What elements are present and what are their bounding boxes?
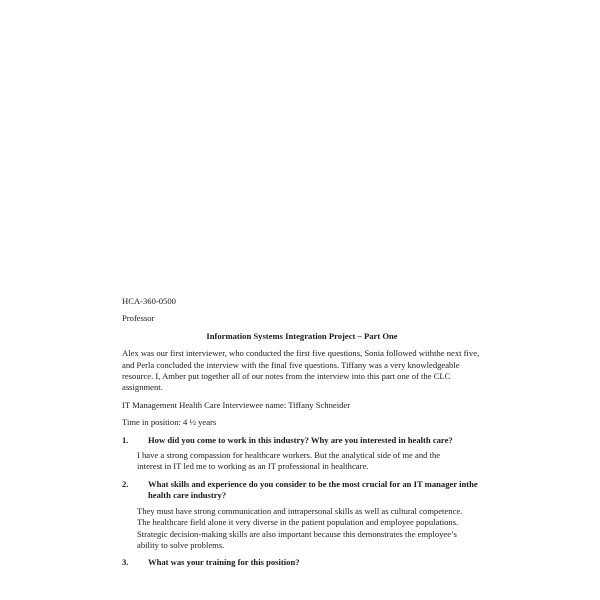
question-text: What skills and experience do you consider to be the most crucial for an IT manager inthe health care industry? <box>148 478 478 501</box>
question-number: 1. <box>122 434 129 445</box>
document-title: Information Systems Integration Project – Part One <box>206 330 398 341</box>
time-in-position: Time in position: 4 ½ years <box>122 417 217 428</box>
answer-1: I have a strong compassion for healthcare workers. But the analytical side of me and the interest in IT led me to working as an IT professional in healthcare. <box>137 450 441 472</box>
answer-2: They must have strong communication and intrapersonal skills as well as cultural competence. The healthcare field alone it very diverse in the patient population and employee populations. Strategic decision-making skills are also important because this demonstrates the employee’s ability to solve problems. <box>137 505 463 550</box>
document-body <box>122 296 482 569</box>
professor-label: Professor <box>122 313 155 324</box>
question-text: How did you come to work in this industry? Why are you interested in health care? <box>148 434 453 445</box>
question-3 <box>122 557 482 568</box>
question-text: What was your training for this position? <box>148 557 300 568</box>
question-number: 3. <box>122 557 129 568</box>
intro-paragraph: Alex was our first interviewer, who conducted the first five questions, Sonia followed withthe next five, and Perla concluded the interview with the final five questions. Tiffany was a very knowledgeable resource. I, Amber put together all of our notes from the interview into this part one of the CLC assignment. <box>122 348 480 393</box>
interviewee-line: IT Management Health Care Interviewee name: Tiffany Schneider <box>122 399 351 410</box>
question-2 <box>122 479 482 502</box>
course-code: HCA-360-0500 <box>122 296 176 306</box>
question-number: 2. <box>122 478 129 489</box>
question-1 <box>122 435 482 446</box>
